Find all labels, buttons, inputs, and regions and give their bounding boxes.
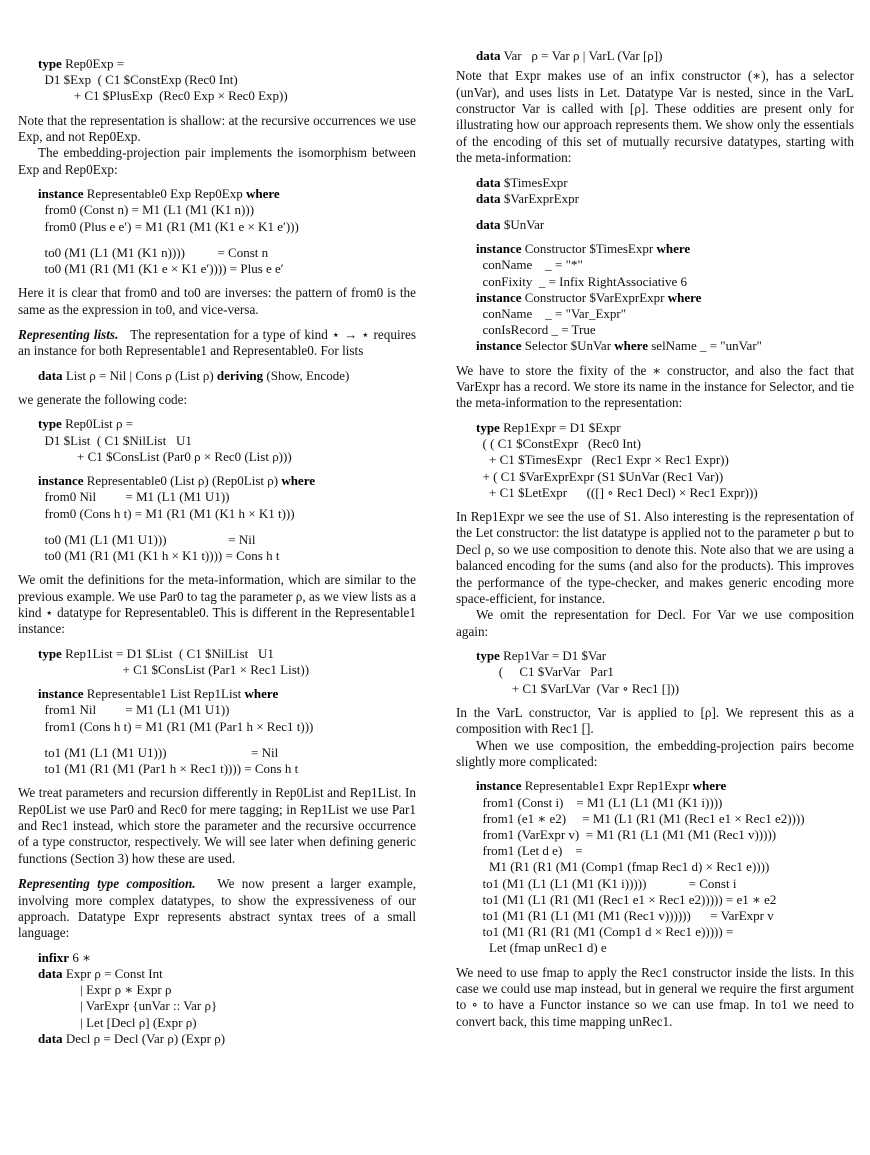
code-line: + C1 $LetExpr (([] ∘ Rec1 Decl) × Rec1 Expr))) [476,484,758,500]
code-line: | Expr ρ ∗ Expr ρ [38,982,172,998]
code-data-expr [38,950,416,1047]
code-line: data Decl ρ = Decl (Var ρ) (Expr ρ) [38,1030,226,1046]
code-rep1-expr [476,420,854,501]
code-line: from1 (Let d e) = [476,843,583,859]
paragraph: Note that the representation is shallow: at the recursive occurrences we use Exp, and not Rep0Exp. [18,112,416,145]
code-line: from0 (Cons h t) = M1 (R1 (M1 (K1 h × K1 t))) [38,505,295,521]
code-line: type Rep0List ρ = [38,416,134,432]
code-line: to1 (M1 (L1 (R1 (M1 (Rec1 e1 × Rec1 e2))))) = e1 ∗ e2 [476,891,777,907]
code-line: from1 (Const i) = M1 (L1 (L1 (M1 (K1 i)))) [476,794,723,810]
code-line: + C1 $TimesExpr (Rec1 Expr × Rec1 Expr)) [476,452,729,468]
code-line: conFixity _ = Infix RightAssociative 6 [476,273,687,289]
code-data-var [476,48,854,64]
code-line [38,735,416,745]
code-line: instance Representable1 List Rep1List where [38,686,279,702]
code-line: data List ρ = Nil | Cons ρ (List ρ) deriving (Show, Encode) [38,367,350,383]
code-line: data Var ρ = Var ρ | VarL (Var [ρ]) [476,48,663,63]
paragraph: we generate the following code: [18,392,188,408]
code-line: to1 (M1 (L1 (M1 U1))) = Nil [38,744,279,760]
code-line: + ( C1 $VarExprExpr (S1 $UnVar (Rec1 Var)) [476,468,724,484]
code-line: data $VarExprExpr [476,190,579,206]
section-text: We now present a larger example, involving more complex datatypes, to show the expressiveness of our approach. Datatype Expr represents abstract syntax trees of a small language: [18,876,416,941]
code-rep1-var [476,648,854,697]
code-line: instance Representable1 Expr Rep1Expr where [476,778,727,794]
code-line: from0 Nil = M1 (L1 (M1 U1)) [38,489,230,505]
paragraph: When we use composition, the embedding-projection pairs become slightly more complicated: [456,737,854,769]
code-line: instance Representable0 Exp Rep0Exp where [38,186,280,202]
code-line: + C1 $ConsList (Par0 ρ × Rec0 (List ρ))) [38,448,292,464]
code-line: data $UnVar [476,217,545,233]
paragraph [18,327,416,360]
paragraph: We omit the representation for Decl. For Var we use composition again: [456,607,854,639]
code-line: to1 (M1 (R1 (R1 (M1 (Comp1 d × Rec1 e))))) = [476,924,734,940]
code-instance-expr [476,778,854,956]
code-line: from0 (Plus e e′) = M1 (R1 (M1 (K1 e × K1 e′))) [38,218,299,234]
section-text: The representation for a type of kind ⋆ → ⋆ requires an instance for both Representable1 and Representable0. For lists [18,327,417,359]
code-line: instance Constructor $TimesExpr where [476,241,691,257]
code-line: data Expr ρ = Const Int [38,966,163,982]
code-instance-exp [38,186,416,277]
code-line: from0 (Const n) = M1 (L1 (M1 (K1 n))) [38,202,255,218]
paragraph: Note that Expr makes use of an infix constructor (∗), has a selector (unVar), and uses lists in Let. Datatype Var is nested, since in the VarL constructor Var is called with [ρ]. These oddities are present only for illustrating how our approach represents them. We show only the essentials of the encoding of this set of mutually recursive datatypes, starting with the meta-information: [456,68,854,166]
code-line: conIsRecord _ = True [476,322,596,338]
code-line: from1 (Cons h t) = M1 (R1 (M1 (Par1 h × Rec1 t))) [38,718,314,734]
code-line: D1 $Exp ( C1 $ConstExp (Rec0 Int) [38,72,238,88]
code-line: conName _ = "*" [476,257,583,273]
code-line: ( ( C1 $ConstExpr (Rec0 Int) [476,436,642,452]
paragraph: In the VarL constructor, Var is applied to [ρ]. We represent this as a composition with Rec1 []. [456,704,854,737]
code-line: D1 $List ( C1 $NilList U1 [38,432,192,448]
paragraph-with-ref: We treat parameters and recursion differently in Rep0List and Rep1List. In Rep0List we use Par0 and Rec0 for mere tagging; in Rep1List we use Par1 and Rec1 instead, which store the parameter and the recursive occurrence of a type constructor, respectively. We will see later when defining generic functions (Section 3) how these are used. [18,785,416,866]
code-line: conName _ = "Var_Expr" [476,306,627,322]
code-instance-list1 [38,686,416,777]
code-line: M1 (R1 (R1 (M1 (Comp1 (fmap Rec1 d) × Rec1 e)))) [476,859,770,875]
paragraph: The embedding-projection pair implements the isomorphism between Exp and Rep0Exp: [18,145,416,177]
code-line: to1 (M1 (R1 (M1 (Par1 h × Rec1 t)))) = Cons h t [38,760,299,776]
code-line [38,522,416,532]
code-line: data $TimesExpr [476,174,568,190]
code-line: to0 (M1 (L1 (M1 U1))) = Nil [38,531,256,547]
code-line: to1 (M1 (R1 (L1 (M1 (M1 (Rec1 v)))))) = VarExpr v [476,908,774,924]
code-line: | Let [Decl ρ] (Expr ρ) [38,1014,197,1030]
code-line: from1 Nil = M1 (L1 (M1 U1)) [38,702,230,718]
code-meta-data [476,175,854,234]
code-line [476,207,854,217]
code-line: + C1 $PlusExp (Rec0 Exp × Rec0 Exp)) [38,88,288,104]
code-data-list [38,368,416,384]
paragraph: In Rep1Expr we see the use of S1. Also interesting is the representation of the Let constructor: the list datatype is applied not to the parameter ρ but to Decl ρ, so we use composition to denote this. Note also that we are using a balanced encoding for the sums (and also for the products). This improves the performance of the type-checker, and makes generic encoding more space-efficient, for instance. [456,508,854,606]
code-line: type Rep0Exp = [38,56,125,71]
code-line: to0 (M1 (R1 (M1 (K1 e × K1 e′)))) = Plus e e′ [38,261,284,277]
code-line: to1 (M1 (L1 (L1 (M1 (K1 i))))) = Const i [476,875,737,891]
section-heading: Representing lists. [18,327,119,343]
code-line [38,235,416,245]
code-rep0-exp [38,56,416,105]
code-line: to0 (M1 (L1 (M1 (K1 n)))) = Const n [38,244,269,260]
paragraph: We need to use fmap to apply the Rec1 constructor inside the lists. In this case we could use map instead, but in general we require the first argument to ∘ to have a Functor instance so we can use fmap. In to1 we need to convert back, this time mapping unRec1. [456,964,854,1029]
code-instance-list0 [38,473,416,564]
section-heading: Representing type composition. [18,876,196,892]
code-line: infixr 6 ∗ [38,949,91,965]
code-line: instance Constructor $VarExprExpr where [476,289,702,305]
left-column [18,48,416,1055]
code-line: to0 (M1 (R1 (M1 (K1 h × K1 t)))) = Cons h t [38,547,280,563]
code-rep0-list [38,416,416,465]
code-line: type Rep1Expr = D1 $Expr [476,419,621,435]
code-line: from1 (e1 ∗ e2) = M1 (L1 (R1 (M1 (Rec1 e1 × Rec1 e2)))) [476,810,805,826]
code-line: | VarExpr {unVar :: Var ρ} [38,998,218,1014]
code-line: type Rep1List = D1 $List ( C1 $NilList U1 [38,645,274,661]
code-rep1-list [38,646,416,678]
code-line: Let (fmap unRec1 d) e [476,940,607,956]
code-line: instance Representable0 (List ρ) (Rep0List ρ) where [38,473,316,489]
code-line: type Rep1Var = D1 $Var [476,648,607,664]
code-line: + C1 $ConsList (Par1 × Rec1 List)) [38,661,310,677]
paragraph: We have to store the fixity of the ∗ constructor, and also the fact that VarExpr has a record. We store its name in the instance for Selector, and tie the meta-information to the representation: [456,362,854,411]
code-line: + C1 $VarLVar (Var ∘ Rec1 [])) [476,680,680,696]
paragraph [18,876,416,942]
right-column [456,48,854,1030]
code-line: from1 (VarExpr v) = M1 (R1 (L1 (M1 (M1 (Rec1 v))))) [476,827,777,842]
code-line: instance Selector $UnVar where selName _ = "unVar" [476,338,762,354]
code-meta-instances [476,241,854,354]
paragraph: Here it is clear that from0 and to0 are inverses: the pattern of from0 is the same as the expression in to0, and vice-versa. [18,285,416,317]
code-line: ( C1 $VarVar Par1 [476,664,614,680]
paragraph: We omit the definitions for the meta-information, which are similar to the previous example. We use Par0 to tag the parameter ρ, as we view lists as a kind ⋆ datatype for Representable0. This is different in the Representable1 instance: [18,572,416,637]
